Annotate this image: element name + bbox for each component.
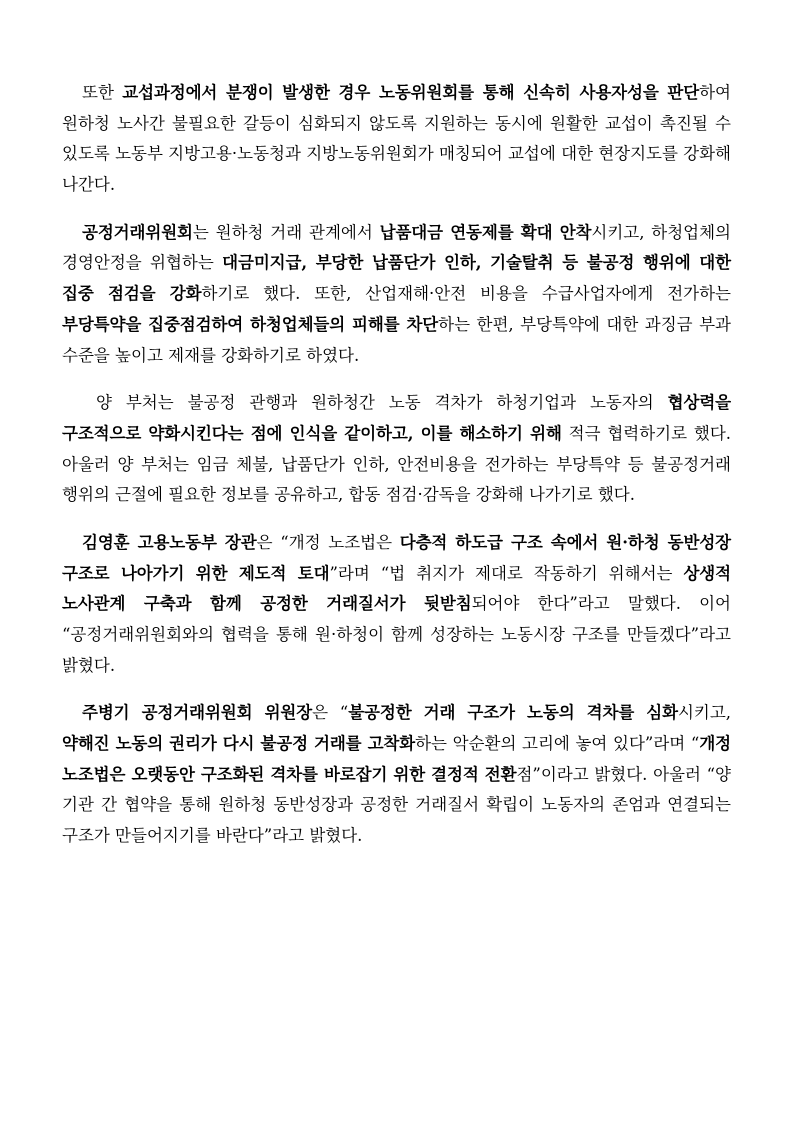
paragraph-3-run-1: 양 부처는 불공정 관행과 원하청간 노동 격차가 하청기업과 노동자의 <box>96 393 668 413</box>
paragraph-5-run-1: 주병기 공정거래위원회 위원장 <box>82 703 313 723</box>
paragraph-2-run-3: 납품대금 연동제를 확대 안착 <box>379 222 592 242</box>
paragraph-5 <box>62 698 731 851</box>
paragraph-4-run-2: 은 “개정 노조법은 <box>256 532 400 552</box>
paragraph-1-run-1: 또한 <box>82 83 123 102</box>
paragraph-1-text <box>62 83 731 194</box>
paragraph-4-run-3: 다층적 하도급 구조 속에서 원·하청 동반성장 구조로 나아가기 위한 제도적 토대 <box>62 532 731 583</box>
paragraph-2-run-7: 부당특약을 집중점검하여 하청업체들의 피해를 차단 <box>62 314 439 334</box>
paragraph-5-run-8: 점”이라고 밝혔다. 아울러 “양 기관 간 협약을 통해 원하청 동반성장과 공정한 거래질서 확립이 노동자의 존엄과 연결되는 구조가 만들어지기를 바란다”라고 밝혔다. <box>62 764 731 846</box>
paragraph-4-run-6: 되어야 한다”라고 말했다. 이어 “공정거래위원회와의 협력을 통해 원·하청이 함께 성장하는 노동시장 구조를 만들겠다”라고 밝혔다. <box>62 594 731 675</box>
paragraph-2-text <box>62 223 731 365</box>
paragraph-3 <box>62 388 731 511</box>
paragraph-4-run-1: 김영훈 고용노동부 장관 <box>82 532 257 552</box>
paragraph-4 <box>62 528 731 681</box>
paragraph-4-text <box>62 533 731 675</box>
paragraph-2-run-8: 하는 한편, 부당특약에 대한 과징금 부과 수준을 높이고 제재를 강화하기로 하였다. <box>62 314 731 365</box>
paragraph-5-run-5: 약해진 노동의 권리가 다시 불공정 거래를 고착화 <box>62 734 416 754</box>
paragraph-2-run-4: 시키고, 하청업체의 경영안정을 위협하는 <box>62 222 731 273</box>
paragraph-3-text <box>62 393 731 504</box>
paragraph-5-text <box>62 703 731 845</box>
paragraph-5-run-2: 은 “ <box>312 703 349 723</box>
paragraph-2-run-5: 대금미지급, 부당한 납품단가 인하, 기술탈취 등 불공정 행위에 대한 집중 점검을 강화 <box>62 253 731 304</box>
paragraph-3-run-2: 협상력을 구조적으로 약화시킨다는 점에 인식을 같이하고, 이를 해소하기 위해 <box>62 393 731 443</box>
paragraph-1 <box>62 78 731 201</box>
paragraph-2 <box>62 218 731 371</box>
paragraph-4-run-4: ”라며 “법 취지가 제대로 작동하기 위해서는 <box>329 563 684 583</box>
paragraph-1-run-3: 하여 원하청 노사간 불필요한 갈등이 심화되지 않도록 지원하는 동시에 원활한 교섭이 촉진될 수 있도록 노동부 지방고용·노동청과 지방노동위원회가 매칭되어 교섭에 대한 현장지도를 강화해 나간다. <box>62 83 731 195</box>
paragraph-5-run-4: 시키고, <box>677 703 731 723</box>
paragraph-5-run-6: 하는 악순환의 고리에 놓여 있다”라며 “ <box>415 734 700 754</box>
paragraph-5-run-7: 개정 노조법은 오랫동안 구조화된 격차를 바로잡기 위한 결정적 전환 <box>62 734 731 784</box>
document-body <box>62 78 731 852</box>
paragraph-2-run-6: 하기로 했다. 또한, 산업재해·안전 비용을 수급사업자에게 전가하는 <box>201 284 731 304</box>
paragraph-3-run-3: 적극 협력하기로 했다. 아울러 양 부처는 임금 체불, 납품단가 인하, 안전비용을 전가하는 부당특약 등 불공정거래 행위의 근절에 필요한 정보를 공유하고, 합동 점검·감독을 강화해 나가기로 했다. <box>62 423 731 505</box>
paragraph-4-run-5: 상생적 노사관계 구축과 함께 공정한 거래질서가 뒷받침 <box>62 563 731 614</box>
paragraph-5-run-3: 불공정한 거래 구조가 노동의 격차를 심화 <box>348 703 678 723</box>
paragraph-2-run-1: 공정거래위원회 <box>82 222 193 242</box>
paragraph-2-run-2: 는 원하청 거래 관계에서 <box>192 222 380 242</box>
paragraph-1-run-2: 교섭과정에서 분쟁이 발생한 경우 노동위원회를 통해 신속히 사용자성을 판단 <box>122 83 700 102</box>
